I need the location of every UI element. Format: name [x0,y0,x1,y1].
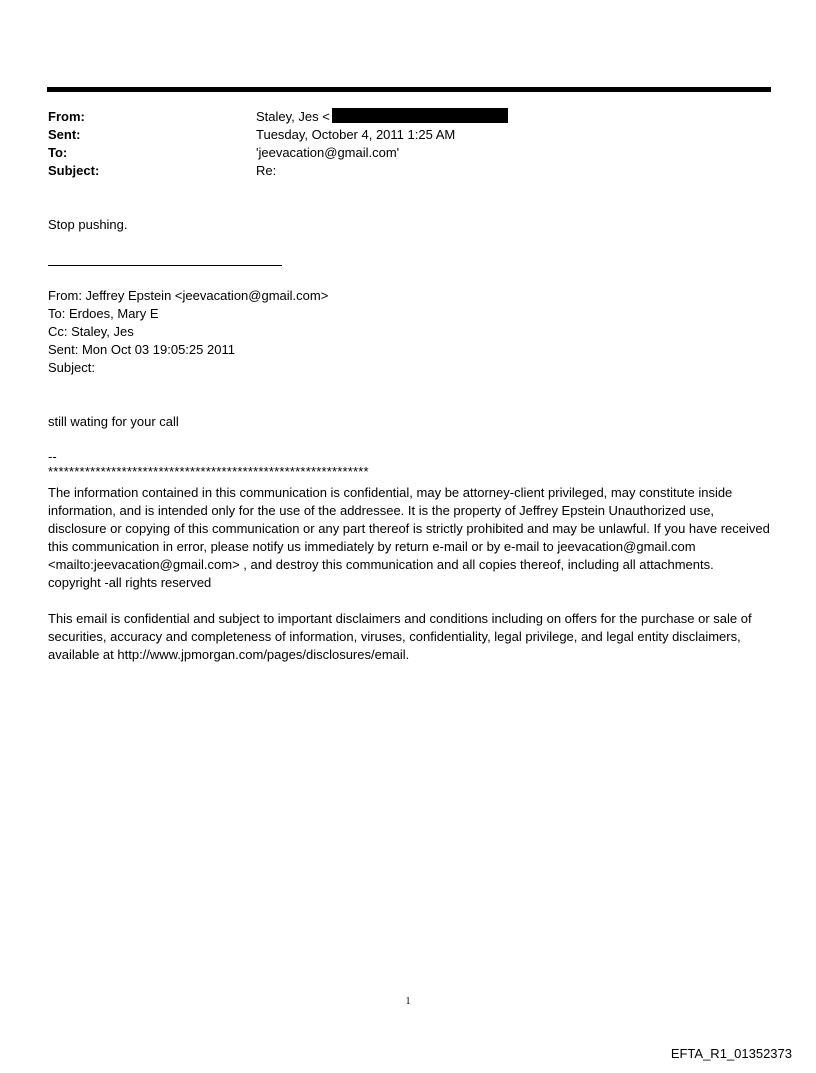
original-message-text: still wating for your call [48,414,179,429]
confidentiality-notice: The information contained in this communication is confidential, may be attorney-client privileged, may constitute inside information, and is intended only for the use of the addressee. It is the property of Jeffrey Epstein Unauthorized use, disclosure or copying of this communication or any part thereof is strictly prohibited and may be unlawful. If you have received this communication in error, please notify us immediately by return e-mail or by e-mail to jeevacation@gmail.com <mailto:jeevacation@gmail.com> , and destroy this communication and all copies thereof, including all attachments. copyright -all rights reserved [48,485,770,590]
from-label: From: [48,109,85,124]
disclaimer-text: This email is confidential and subject to important disclaimers and conditions including on offers for the purchase or sale of securities, accuracy and completeness of information, viruses, confidentiality, legal privilege, and legal entity disclaimers, available at http://www.jpmorgan.com/pages/disclosures/email. [48,611,752,662]
reply-text: Stop pushing. [48,217,128,232]
email-header [48,108,508,180]
forwarded-cc: Cc: Staley, Jes [48,324,134,339]
signature-dashes: -- [48,449,57,464]
forwarded-to: To: Erdoes, Mary E [48,306,159,321]
page-number: 1 [405,996,411,1007]
subject-row [48,162,508,180]
to-value: 'jeevacation@gmail.com' [256,145,400,160]
sent-value: Tuesday, October 4, 2011 1:25 AM [256,127,456,142]
forwarded-header [48,287,328,377]
sent-row [48,126,508,144]
forwarded-from: From: Jeffrey Epstein <jeevacation@gmail.com> [48,288,329,303]
subject-value: Re: [256,163,277,178]
from-value [256,108,508,126]
to-label: To: [48,145,68,160]
reply-separator [48,265,282,266]
redaction-box [332,108,508,123]
from-sender: Staley, Jes < [256,109,330,124]
from-row [48,108,508,126]
subject-label: Subject: [48,163,100,178]
forwarded-subject: Subject: [48,360,95,375]
sent-label: Sent: [48,127,81,142]
to-row [48,144,508,162]
asterisk-divider: ************************************************************* [48,464,369,479]
bates-number: EFTA_R1_01352373 [670,1046,792,1061]
forwarded-sent: Sent: Mon Oct 03 19:05:25 2011 [48,342,235,357]
header-divider [47,87,771,92]
